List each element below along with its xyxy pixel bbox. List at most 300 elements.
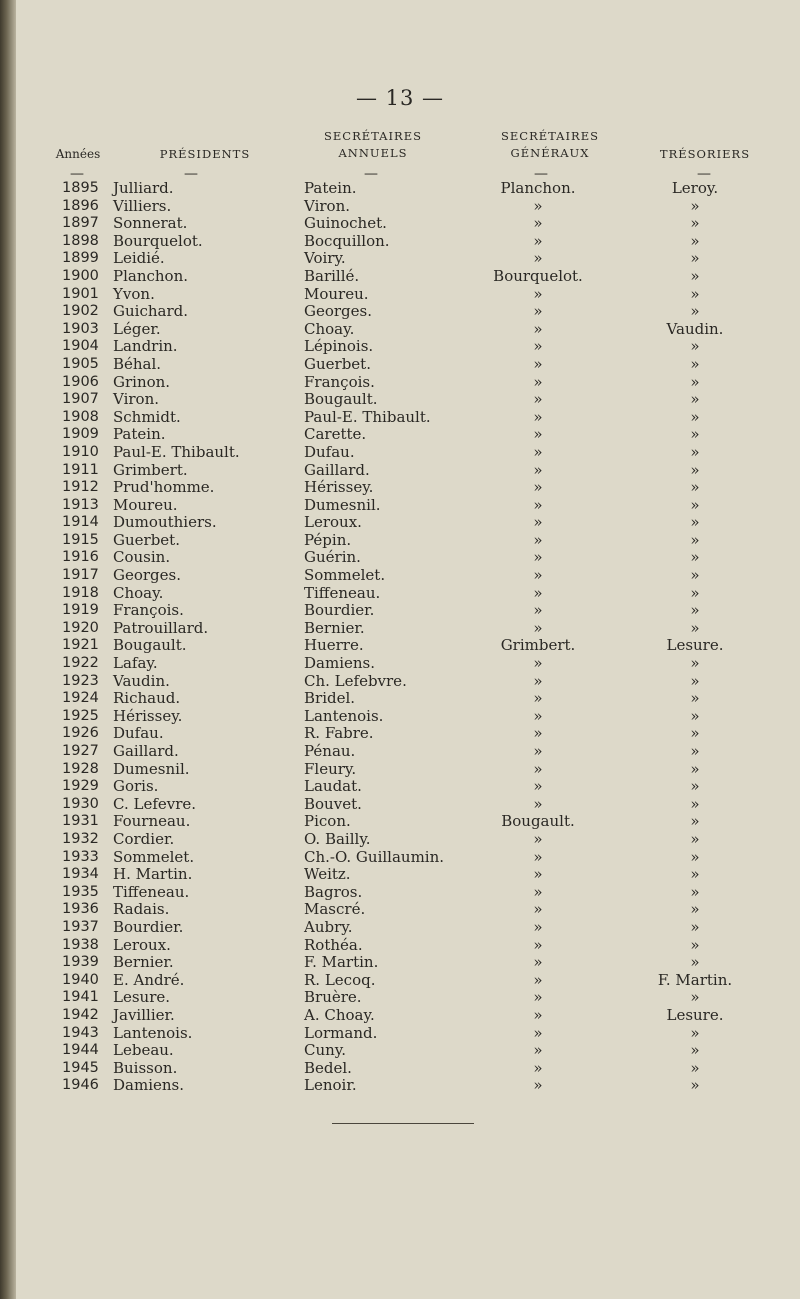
tresorier-cell: » — [690, 829, 700, 848]
secretaire-general-cell: » — [533, 583, 543, 602]
tresorier-cell: » — [690, 812, 700, 831]
secretaire-annuel-cell: Patein. — [304, 179, 357, 197]
secretaire-annuel-cell: Bridel. — [304, 689, 356, 708]
secretaire-annuel-cell: Carette. — [304, 425, 367, 444]
secretaire-general-cell: » — [533, 442, 543, 461]
secretaire-general-cell: » — [533, 407, 543, 426]
year-cell: 1895 — [62, 180, 99, 196]
secretaire-general-cell: » — [533, 249, 543, 268]
page-number: — 13 — — [355, 86, 445, 110]
secretaire-annuel-cell: Mascré. — [304, 900, 366, 919]
year-cell: 1900 — [62, 267, 99, 284]
secretaire-general-cell: » — [533, 900, 543, 919]
secretaire-general-cell: » — [533, 742, 543, 760]
table-row — [0, 620, 800, 638]
secretaire-annuel-cell: Tiffeneau. — [304, 583, 381, 602]
header-secretaires-annuels-line2: ANNUELS — [338, 146, 408, 160]
year-cell: 1902 — [62, 303, 99, 320]
tresorier-cell: » — [690, 953, 700, 972]
secretaire-general-cell: » — [533, 319, 543, 338]
secretaire-general-cell: » — [533, 794, 543, 813]
secretaire-annuel-cell: Picon. — [304, 812, 351, 831]
secretaire-general-cell: » — [533, 566, 543, 585]
president-cell: Planchon. — [113, 266, 189, 285]
tresorier-cell: » — [690, 742, 700, 760]
president-cell: Patrouillard. — [113, 618, 209, 637]
officers-table — [0, 180, 800, 1095]
secretaire-general-cell: » — [533, 935, 543, 954]
tresorier-cell: » — [690, 777, 700, 796]
secretaire-general-cell: » — [533, 284, 543, 303]
president-cell: Sommelet. — [113, 847, 195, 866]
tresorier-cell: » — [690, 284, 700, 303]
secretaire-general-cell: » — [533, 372, 543, 391]
president-cell: Lafay. — [113, 654, 158, 673]
president-cell: Prud'homme. — [113, 478, 215, 497]
tresorier-cell: » — [690, 372, 700, 391]
table-row — [0, 338, 800, 356]
year-cell: 1918 — [62, 584, 99, 601]
year-cell: 1928 — [62, 760, 99, 777]
president-cell: Lantenois. — [113, 1023, 193, 1042]
table-row — [0, 479, 800, 497]
tresorier-cell: » — [690, 478, 700, 497]
president-cell: Paul-E. Thibault. — [113, 442, 240, 461]
header-dash: — — [70, 166, 84, 182]
table-row — [0, 796, 800, 814]
president-cell: Moureu. — [113, 495, 178, 514]
year-cell: 1908 — [62, 408, 99, 425]
secretaire-annuel-cell: Gaillard. — [304, 460, 370, 479]
tresorier-cell: » — [690, 935, 700, 954]
secretaire-annuel-cell: Bocquillon. — [304, 231, 390, 250]
tresorier-cell: » — [690, 988, 700, 1007]
secretaire-annuel-cell: Lépinois. — [304, 337, 374, 356]
secretaire-annuel-cell: Georges. — [304, 302, 373, 321]
year-cell: 1929 — [62, 778, 99, 795]
president-cell: Tiffeneau. — [113, 882, 190, 901]
table-row — [0, 637, 800, 655]
year-cell: 1922 — [62, 655, 99, 672]
president-cell: Hérissey. — [113, 706, 183, 725]
table-row — [0, 1077, 800, 1095]
tresorier-cell: » — [690, 196, 700, 215]
secretaire-general-cell: » — [533, 865, 543, 884]
tresorier-cell: » — [690, 865, 700, 884]
president-cell: Villiers. — [113, 196, 172, 215]
tresorier-cell: » — [690, 425, 700, 444]
president-cell: Lesure. — [113, 988, 171, 1007]
tresorier-cell: » — [690, 354, 700, 373]
president-cell: Javillier. — [113, 1005, 175, 1024]
year-cell: 1898 — [62, 232, 99, 249]
tresorier-cell: » — [690, 759, 700, 778]
secretaire-general-cell: Planchon. — [500, 179, 576, 197]
table-row — [0, 761, 800, 779]
tresorier-cell: » — [690, 671, 700, 690]
tresorier-cell: F. Martin. — [657, 970, 733, 989]
secretaire-annuel-cell: Bedel. — [304, 1058, 352, 1077]
secretaire-annuel-cell: Bruère. — [304, 988, 362, 1007]
president-cell: Julliard. — [113, 179, 174, 197]
table-row — [0, 602, 800, 620]
secretaire-annuel-cell: Guerbet. — [304, 354, 371, 373]
table-row — [0, 286, 800, 304]
tresorier-cell: » — [690, 231, 700, 250]
secretaire-general-cell: » — [533, 1023, 543, 1042]
secretaire-general-cell: » — [533, 460, 543, 479]
president-cell: Guerbet. — [113, 530, 180, 549]
table-row — [0, 831, 800, 849]
secretaire-annuel-cell: Guérin. — [304, 548, 361, 567]
secretaire-annuel-cell: A. Choay. — [304, 1005, 375, 1024]
table-row — [0, 585, 800, 603]
header-secretaires-generaux-line1: SECRÉTAIRES — [501, 129, 599, 143]
tresorier-cell: » — [690, 548, 700, 567]
header-dash: — — [364, 166, 378, 182]
secretaire-annuel-cell: Hérissey. — [304, 478, 374, 497]
tresorier-cell: » — [690, 882, 700, 901]
secretaire-general-cell: » — [533, 882, 543, 901]
year-cell: 1920 — [62, 619, 99, 636]
secretaire-annuel-cell: Barillé. — [304, 266, 360, 285]
tresorier-cell: » — [690, 689, 700, 708]
year-cell: 1939 — [62, 954, 99, 971]
secretaire-general-cell: » — [533, 337, 543, 356]
secretaire-general-cell: » — [533, 706, 543, 725]
year-cell: 1925 — [62, 707, 99, 724]
secretaire-general-cell: Grimbert. — [500, 636, 576, 655]
year-cell: 1923 — [62, 672, 99, 689]
year-cell: 1941 — [62, 989, 99, 1006]
president-cell: Dufau. — [113, 724, 164, 743]
secretaire-general-cell: » — [533, 214, 543, 233]
table-row — [0, 708, 800, 726]
secretaire-annuel-cell: Ch. Lefebvre. — [304, 671, 407, 690]
table-row — [0, 1007, 800, 1025]
year-cell: 1937 — [62, 918, 99, 935]
tresorier-cell: » — [690, 442, 700, 461]
table-row — [0, 690, 800, 708]
secretaire-general-cell: » — [533, 917, 543, 936]
president-cell: Georges. — [113, 566, 182, 585]
president-cell: Cordier. — [113, 829, 175, 848]
year-cell: 1931 — [62, 813, 99, 830]
header-tresoriers: TRÉSORIERS — [659, 147, 751, 161]
secretaire-general-cell: » — [533, 478, 543, 497]
year-cell: 1946 — [62, 1077, 99, 1094]
tresorier-cell: Lesure. — [666, 636, 724, 655]
header-secretaires-generaux — [480, 128, 620, 162]
table-row — [0, 1060, 800, 1078]
secretaire-annuel-cell: Bouvet. — [304, 794, 362, 813]
secretaire-general-cell: » — [533, 1058, 543, 1077]
secretaire-general-cell: » — [533, 829, 543, 848]
president-cell: Léger. — [113, 319, 161, 338]
tresorier-cell: Vaudin. — [666, 319, 724, 338]
secretaire-annuel-cell: Viron. — [304, 196, 350, 215]
table-row — [0, 1042, 800, 1060]
year-cell: 1932 — [62, 830, 99, 847]
president-cell: Bourdier. — [113, 917, 184, 936]
table-row — [0, 954, 800, 972]
year-cell: 1926 — [62, 725, 99, 742]
president-cell: C. Lefevre. — [113, 794, 197, 813]
tresorier-cell: » — [690, 566, 700, 585]
president-cell: Schmidt. — [113, 407, 181, 426]
tresorier-cell: » — [690, 654, 700, 673]
secretaire-general-cell: » — [533, 390, 543, 409]
table-row — [0, 937, 800, 955]
year-cell: 1909 — [62, 426, 99, 443]
table-row — [0, 233, 800, 251]
secretaire-annuel-cell: Bernier. — [304, 618, 365, 637]
year-cell: 1896 — [62, 197, 99, 214]
year-cell: 1903 — [62, 320, 99, 337]
tresorier-cell: » — [690, 724, 700, 743]
secretaire-general-cell: Bougault. — [501, 812, 575, 831]
secretaire-general-cell: » — [533, 988, 543, 1007]
secretaire-general-cell: » — [533, 1076, 543, 1095]
tresorier-cell: » — [690, 618, 700, 637]
president-cell: Buisson. — [113, 1058, 178, 1077]
tresorier-cell: Lesure. — [666, 1005, 724, 1024]
secretaire-general-cell: Bourquelot. — [493, 266, 583, 285]
table-row — [0, 356, 800, 374]
year-cell: 1907 — [62, 391, 99, 408]
tresorier-cell: » — [690, 530, 700, 549]
year-cell: 1911 — [62, 461, 99, 478]
president-cell: Dumesnil. — [113, 759, 190, 778]
president-cell: Gaillard. — [113, 742, 179, 760]
table-row — [0, 901, 800, 919]
president-cell: Leroux. — [113, 935, 171, 954]
header-dash: — — [534, 166, 548, 182]
year-cell: 1919 — [62, 602, 99, 619]
year-cell: 1904 — [62, 338, 99, 355]
year-cell: 1927 — [62, 743, 99, 759]
year-cell: 1938 — [62, 936, 99, 953]
year-cell: 1917 — [62, 567, 99, 584]
year-cell: 1906 — [62, 373, 99, 390]
secretaire-general-cell: » — [533, 970, 543, 989]
tresorier-cell: » — [690, 917, 700, 936]
secretaire-annuel-cell: R. Lecoq. — [304, 970, 376, 989]
year-cell: 1897 — [62, 215, 99, 232]
table-row — [0, 391, 800, 409]
year-cell: 1934 — [62, 866, 99, 883]
table-row — [0, 180, 800, 198]
year-cell: 1910 — [62, 443, 99, 460]
president-cell: Fourneau. — [113, 812, 191, 831]
table-row — [0, 374, 800, 392]
header-secretaires-annuels-line1: SECRÉTAIRES — [324, 129, 422, 143]
president-cell: Grimbert. — [113, 460, 188, 479]
tresorier-cell: » — [690, 214, 700, 233]
president-cell: E. André. — [113, 970, 185, 989]
year-cell: 1935 — [62, 883, 99, 900]
president-cell: Lebeau. — [113, 1041, 174, 1060]
tresorier-cell: » — [690, 1041, 700, 1060]
president-cell: Bourquelot. — [113, 231, 203, 250]
table-row — [0, 426, 800, 444]
header-secretaires-annuels — [298, 128, 448, 162]
secretaire-general-cell: » — [533, 847, 543, 866]
secretaire-annuel-cell: Pénau. — [304, 742, 356, 760]
tresorier-cell: » — [690, 583, 700, 602]
secretaire-general-cell: » — [533, 724, 543, 743]
table-row — [0, 972, 800, 990]
secretaire-general-cell: » — [533, 1041, 543, 1060]
secretaire-annuel-cell: Choay. — [304, 319, 355, 338]
tresorier-cell: » — [690, 495, 700, 514]
secretaire-annuel-cell: Fleury. — [304, 759, 357, 778]
year-cell: 1899 — [62, 250, 99, 267]
secretaire-annuel-cell: Guinochet. — [304, 214, 387, 233]
table-row — [0, 268, 800, 286]
year-cell: 1924 — [62, 690, 99, 707]
year-cell: 1933 — [62, 848, 99, 865]
year-cell: 1945 — [62, 1059, 99, 1076]
secretaire-annuel-cell: Lantenois. — [304, 706, 384, 725]
table-row — [0, 303, 800, 321]
secretaire-general-cell: » — [533, 601, 543, 620]
header-secretaires-generaux-line2: GÉNÉRAUX — [510, 146, 590, 160]
table-row — [0, 884, 800, 902]
tresorier-cell: » — [690, 407, 700, 426]
tresorier-cell: » — [690, 794, 700, 813]
tresorier-cell: » — [690, 847, 700, 866]
secretaire-annuel-cell: Damiens. — [304, 654, 375, 673]
table-row — [0, 444, 800, 462]
table-row — [0, 549, 800, 567]
secretaire-general-cell: » — [533, 513, 543, 532]
table-row — [0, 250, 800, 268]
year-cell: 1915 — [62, 531, 99, 548]
tresorier-cell: » — [690, 513, 700, 532]
president-cell: Béhal. — [113, 354, 162, 373]
secretaire-annuel-cell: Huerre. — [304, 636, 364, 655]
table-row — [0, 813, 800, 831]
year-cell: 1901 — [62, 285, 99, 302]
tresorier-cell: » — [690, 1023, 700, 1042]
president-cell: François. — [113, 601, 184, 620]
secretaire-annuel-cell: Bagros. — [304, 882, 363, 901]
secretaire-general-cell: » — [533, 530, 543, 549]
table-row — [0, 567, 800, 585]
president-cell: Viron. — [113, 390, 159, 409]
tresorier-cell: » — [690, 900, 700, 919]
secretaire-general-cell: » — [533, 618, 543, 637]
secretaire-annuel-cell: Moureu. — [304, 284, 369, 303]
secretaire-annuel-cell: Lormand. — [304, 1023, 378, 1042]
president-cell: Dumouthiers. — [113, 513, 217, 532]
secretaire-annuel-cell: Ch.-O. Guillaumin. — [304, 847, 445, 866]
tresorier-cell: » — [690, 1058, 700, 1077]
tresorier-cell: » — [690, 390, 700, 409]
year-cell: 1905 — [62, 355, 99, 372]
president-cell: Richaud. — [113, 689, 181, 708]
secretaire-general-cell: » — [533, 759, 543, 778]
secretaire-annuel-cell: O. Bailly. — [304, 829, 371, 848]
year-cell: 1944 — [62, 1042, 99, 1059]
secretaire-annuel-cell: Cuny. — [304, 1041, 347, 1060]
year-cell: 1914 — [62, 514, 99, 531]
table-row — [0, 532, 800, 550]
secretaire-annuel-cell: Bougault. — [304, 390, 378, 409]
secretaire-annuel-cell: Voiry. — [304, 249, 346, 268]
president-cell: Landrin. — [113, 337, 178, 356]
secretaire-annuel-cell: Weitz. — [304, 865, 351, 884]
president-cell: Vaudin. — [113, 671, 170, 690]
president-cell: Radais. — [113, 900, 170, 919]
secretaire-general-cell: » — [533, 302, 543, 321]
year-cell: 1921 — [62, 637, 99, 654]
table-row — [0, 1025, 800, 1043]
header-year: Années — [55, 147, 101, 161]
secretaire-annuel-cell: François. — [304, 372, 375, 391]
table-row — [0, 409, 800, 427]
secretaire-general-cell: » — [533, 425, 543, 444]
table-row — [0, 919, 800, 937]
table-row — [0, 673, 800, 691]
header-dash: — — [184, 166, 198, 182]
tresorier-cell: Leroy. — [671, 179, 719, 197]
president-cell: H. Martin. — [113, 865, 193, 884]
tresorier-cell: » — [690, 1076, 700, 1095]
secretaire-annuel-cell: Lenoir. — [304, 1076, 357, 1095]
secretaire-general-cell: » — [533, 671, 543, 690]
president-cell: Bernier. — [113, 953, 174, 972]
table-row — [0, 989, 800, 1007]
tresorier-cell: » — [690, 302, 700, 321]
president-cell: Leidié. — [113, 249, 165, 268]
secretaire-general-cell: » — [533, 354, 543, 373]
header-presidents: PRÉSIDENTS — [159, 147, 251, 161]
secretaire-general-cell: » — [533, 495, 543, 514]
secretaire-annuel-cell: Paul-E. Thibault. — [304, 407, 431, 426]
secretaire-annuel-cell: Pépin. — [304, 530, 352, 549]
secretaire-annuel-cell: Sommelet. — [304, 566, 386, 585]
secretaire-annuel-cell: Dumesnil. — [304, 495, 381, 514]
secretaire-annuel-cell: Rothéa. — [304, 935, 363, 954]
table-row — [0, 743, 800, 761]
secretaire-general-cell: » — [533, 654, 543, 673]
secretaire-general-cell: » — [533, 231, 543, 250]
president-cell: Damiens. — [113, 1076, 184, 1095]
secretaire-general-cell: » — [533, 953, 543, 972]
table-row — [0, 215, 800, 233]
header-dash: — — [697, 166, 711, 182]
year-cell: 1942 — [62, 1006, 99, 1023]
tresorier-cell: » — [690, 337, 700, 356]
year-cell: 1940 — [62, 971, 99, 988]
secretaire-annuel-cell: Aubry. — [304, 917, 353, 936]
president-cell: Cousin. — [113, 548, 171, 567]
secretaire-annuel-cell: Laudat. — [304, 777, 362, 796]
table-row — [0, 514, 800, 532]
year-cell: 1943 — [62, 1024, 99, 1041]
secretaire-general-cell: » — [533, 689, 543, 708]
president-cell: Grinon. — [113, 372, 171, 391]
year-cell: 1916 — [62, 549, 99, 566]
tresorier-cell: » — [690, 601, 700, 620]
year-cell: 1930 — [62, 795, 99, 812]
president-cell: Patein. — [113, 425, 166, 444]
tresorier-cell: » — [690, 460, 700, 479]
table-row — [0, 725, 800, 743]
secretaire-annuel-cell: F. Martin. — [304, 953, 379, 972]
